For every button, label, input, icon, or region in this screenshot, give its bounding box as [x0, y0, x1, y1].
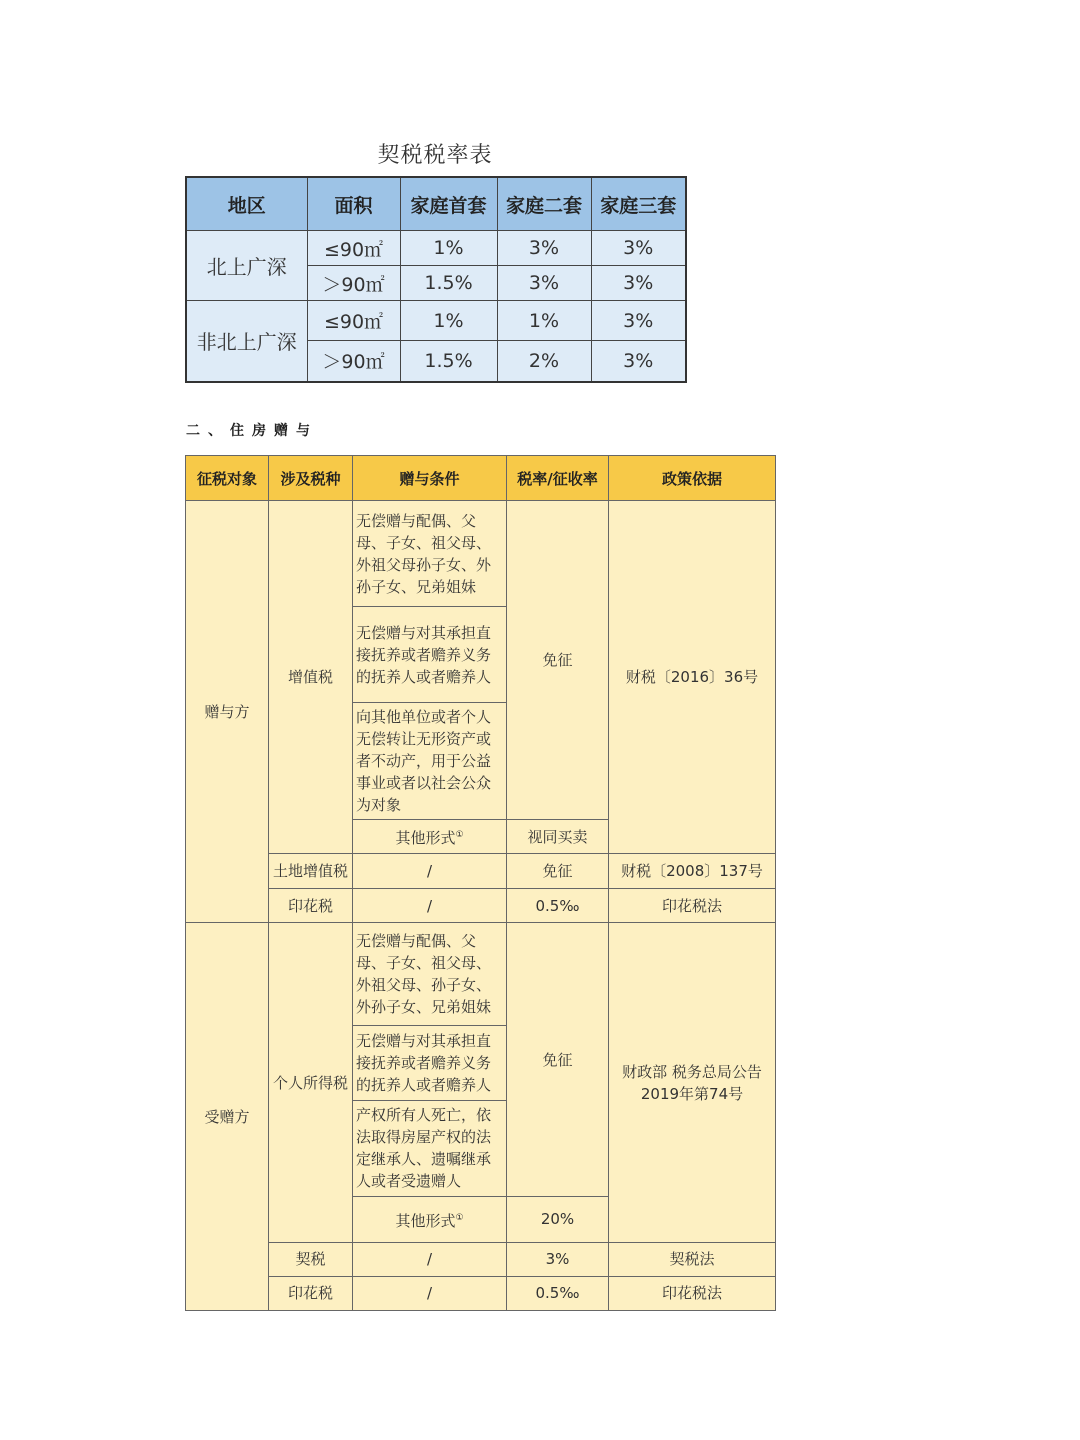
rate-cell: 3% [591, 341, 686, 382]
rate-cell: 1% [400, 301, 497, 341]
tax-type-cell: 增值税 [269, 501, 353, 854]
table-row [186, 854, 776, 889]
taxpayer-cell: 赠与方 [186, 501, 269, 923]
rate-cell: 3% [507, 1242, 609, 1276]
table-row [186, 301, 686, 341]
rate-cell: 1% [497, 301, 591, 341]
basis-cell: 印花税法 [609, 889, 776, 923]
header-region: 地区 [186, 177, 307, 231]
rate-cell: 0.5‰ [507, 889, 609, 923]
header-taxpayer: 征税对象 [186, 456, 269, 501]
region-cell: 非北上广深 [186, 301, 307, 382]
header-tax-type: 涉及税种 [269, 456, 353, 501]
tax-type-cell: 印花税 [269, 1276, 353, 1310]
table-row [186, 231, 686, 266]
table-row [186, 1276, 776, 1310]
area-cell: ≤90㎡ [307, 231, 400, 266]
condition-cell: 产权所有人死亡，依法取得房屋产权的法定继承人、遗嘱继承人或者受遗赠人 [353, 1100, 507, 1196]
rate-cell: 3% [497, 231, 591, 266]
condition-cell: / [353, 1276, 507, 1310]
rate-cell: 3% [497, 266, 591, 301]
rate-cell: 1.5% [400, 341, 497, 382]
footnote-mark: ① [455, 830, 464, 841]
tax-type-cell: 契税 [269, 1242, 353, 1276]
table-row [186, 923, 776, 1025]
rate-cell: 3% [591, 231, 686, 266]
rate-cell: 2% [497, 341, 591, 382]
table1-title: 契税税率表 [377, 143, 493, 168]
table2-header-row [186, 456, 776, 501]
condition-cell: 无偿赠与对其承担直接抚养或者赡养义务的抚养人或者赡养人 [353, 1025, 507, 1100]
tax-type-cell: 个人所得税 [269, 923, 353, 1242]
header-first-home: 家庭首套 [400, 177, 497, 231]
header-condition: 赠与条件 [353, 456, 507, 501]
area-cell: ＞90㎡ [307, 341, 400, 382]
condition-cell [353, 1196, 507, 1242]
tax-type-cell: 印花税 [269, 889, 353, 923]
area-cell: ≤90㎡ [307, 301, 400, 341]
header-area: 面积 [307, 177, 400, 231]
header-rate: 税率/征收率 [507, 456, 609, 501]
section-heading: 二、住房赠与 [186, 423, 318, 439]
condition-cell: / [353, 854, 507, 889]
rate-cell: 20% [507, 1196, 609, 1242]
table-row [186, 501, 776, 607]
rate-cell: 1.5% [400, 266, 497, 301]
basis-cell: 财政部 税务总局公告2019年第74号 [609, 923, 776, 1242]
rate-cell: 免征 [507, 501, 609, 820]
region-cell: 北上广深 [186, 231, 307, 301]
area-cell: ＞90㎡ [307, 266, 400, 301]
basis-cell: 契税法 [609, 1242, 776, 1276]
other-form-label: 其他形式 [395, 829, 456, 848]
rate-cell: 0.5‰ [507, 1276, 609, 1310]
condition-cell [353, 820, 507, 854]
condition-cell: 无偿赠与对其承担直接抚养或者赡养义务的抚养人或者赡养人 [353, 607, 507, 703]
taxpayer-cell: 受赠方 [186, 923, 269, 1311]
condition-cell: / [353, 889, 507, 923]
other-form-label: 其他形式 [395, 1211, 456, 1230]
gift-tax-table [185, 455, 776, 1311]
table1-header-row [186, 177, 686, 231]
rate-cell: 免征 [507, 854, 609, 889]
condition-cell: 向其他单位或者个人无偿转让无形资产或者不动产，用于公益事业或者以社会公众为对象 [353, 703, 507, 820]
footnote-mark: ① [455, 1212, 464, 1223]
table-row [186, 1242, 776, 1276]
basis-cell: 财税〔2016〕36号 [609, 501, 776, 854]
condition-cell: 无偿赠与配偶、父母、子女、祖父母、外祖父母孙子女、外孙子女、兄弟姐妹 [353, 501, 507, 607]
rate-cell: 3% [591, 301, 686, 341]
rate-cell: 1% [400, 231, 497, 266]
rate-cell: 免征 [507, 923, 609, 1196]
basis-cell: 财税〔2008〕137号 [609, 854, 776, 889]
tax-type-cell: 土地增值税 [269, 854, 353, 889]
header-second-home: 家庭二套 [497, 177, 591, 231]
table-row [186, 889, 776, 923]
condition-cell: 无偿赠与配偶、父母、子女、祖父母、外祖父母、孙子女、外孙子女、兄弟姐妹 [353, 923, 507, 1025]
rate-cell: 视同买卖 [507, 820, 609, 854]
basis-cell: 印花税法 [609, 1276, 776, 1310]
deed-tax-rate-table [185, 176, 687, 383]
rate-cell: 3% [591, 266, 686, 301]
condition-cell: / [353, 1242, 507, 1276]
header-third-home: 家庭三套 [591, 177, 686, 231]
header-basis: 政策依据 [609, 456, 776, 501]
